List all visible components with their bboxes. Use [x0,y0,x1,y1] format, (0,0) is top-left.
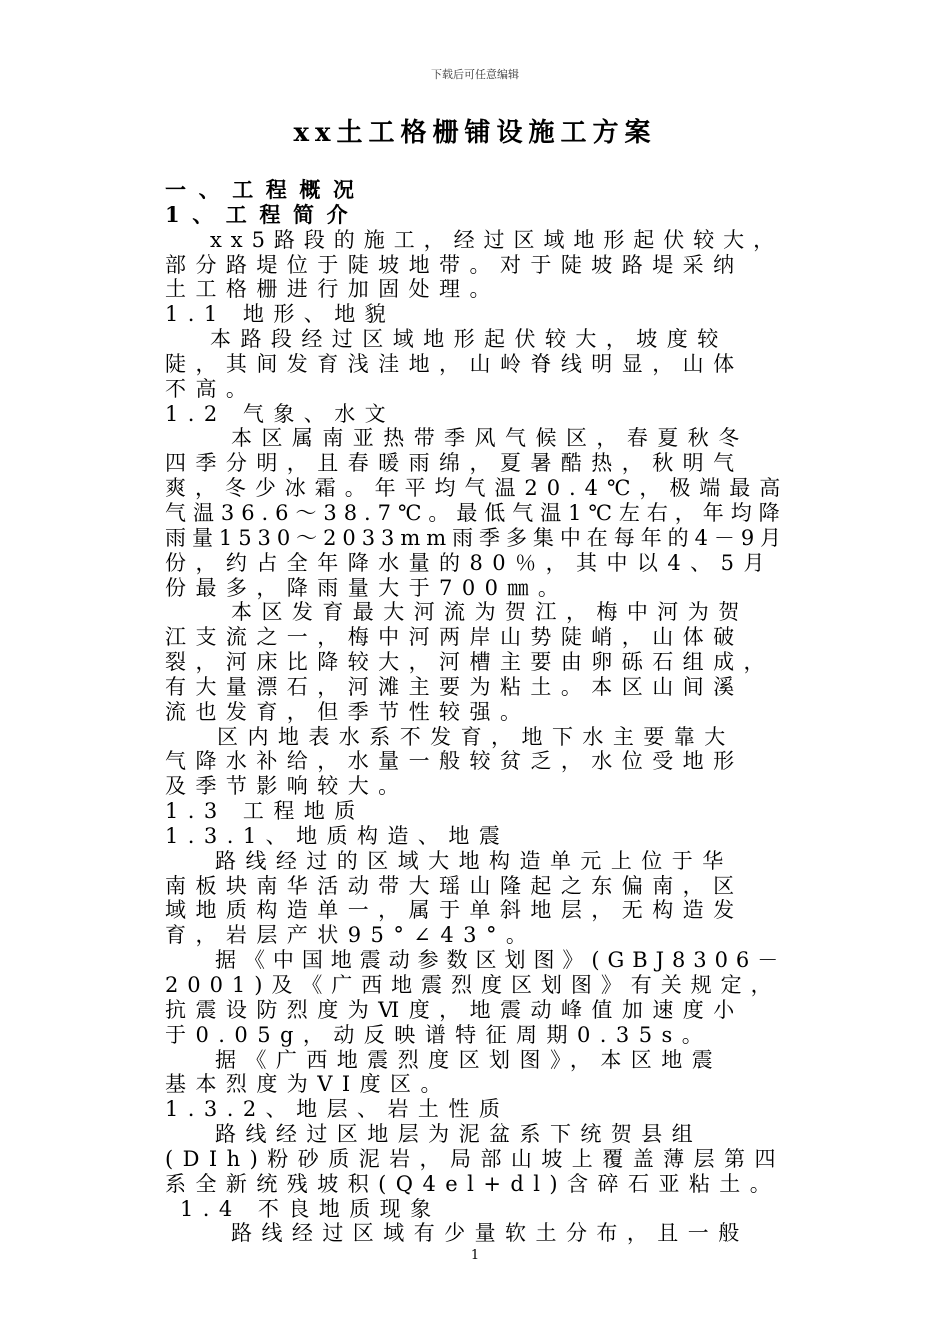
text-line: 据《中国地震动参数区划图》(GBJ8306－ [215,948,787,973]
text-line: 裂，河床比降较大，河槽主要由卵砾石组成， [165,650,774,675]
text-line: 系全新统残坡积(Q4el+dl)含碎石亚粘土。 [165,1171,781,1196]
text-line: xx5路段的施工，经过区域地形起伏较大， [210,227,784,252]
text-line: 江支流之一，梅中河两岸山势陡峭，山体破 [165,625,744,650]
text-line: 1.3.1、地质构造、地震 [165,823,510,848]
page-header-note: 下载后可任意编辑 [431,68,519,81]
text-line: 四季分明，且春暖雨绵，夏暑酷热，秋明气 [165,451,744,476]
section-heading: 1、工程简介 [165,201,361,227]
text-line: 部分路堤位于陡坡地带。对于陡坡路堤采纳 [165,252,744,277]
text-line: 陡，其间发育浅洼地，山岭脊线明显，山体 [165,351,744,376]
text-line: 不高。 [165,376,257,401]
text-line: 路线经过区地层为泥盆系下统贺县组 [215,1122,703,1147]
page-number: 1 [470,1248,480,1263]
text-line: 土工格栅进行加固处理。 [165,277,500,302]
text-line: 路线经过的区域大地构造单元上位于华 [215,848,733,873]
text-line: 流也发育，但季节性较强。 [165,699,531,724]
text-line: 份最多，降雨量大于700㎜。 [165,575,569,600]
text-line: 1.1 地形、地貌 [165,302,396,327]
text-line: 域地质构造单一，属于单斜地层，无构造发 [165,898,744,923]
text-line: 育，岩层产状95°∠43°。 [165,923,537,948]
text-line: 雨量1530～2033mm雨季多集中在每年的4－9月 [165,525,788,550]
text-line: 2001)及《广西地震烈度区划图》有关规定， [165,973,781,997]
text-line: 本区属南亚热带季风气候区，春夏秋冬 [231,426,749,451]
text-line: 抗震设防烈度为Ⅵ度，地震动峰值加速度小 [165,997,744,1022]
text-line: 南板块南华活动带大瑶山隆起之东偏南，区 [165,873,744,898]
text-line: 份，约占全年降水量的80％，其中以4、5月 [165,550,774,575]
text-line: 基本烈度为VI度区。 [165,1072,451,1097]
section-heading: 一、工程概况 [165,177,367,202]
text-line: 路线经过区域有少量软土分布，且一般 [231,1221,749,1246]
document-body [165,178,790,1246]
text-line: 气温36.6～38.7℃。最低气温1℃左右，年均降 [165,500,787,525]
text-line: 1.3 工程地质 [165,799,365,824]
text-line: 1.4 不良地质现象 [180,1196,441,1221]
text-line: 据《广西地震烈度区划图》，本区地震 [215,1047,723,1072]
text-line: 及季节影响较大。 [165,774,409,799]
text-line: 爽，冬少冰霜。年平均气温20.4℃，极端最高 [165,476,790,501]
text-line: 1.3.2、地层、岩土性质 [165,1097,510,1122]
text-line: 有大量漂石，河滩主要为粘土。本区山间溪 [165,674,744,699]
text-line: 本路段经过区域地形起伏较大，坡度较 [210,327,728,352]
document-title: xx土工格栅铺设施工方案 [293,118,657,148]
text-line: (DIh)粉砂质泥岩，局部山坡上覆盖薄层第四 [165,1146,785,1171]
text-line: 1.2 气象、水文 [165,401,396,426]
text-line: 区内地表水系不发育，地下水主要靠大 [217,724,735,749]
text-line: 本区发育最大河流为贺江，梅中河为贺 [231,600,749,625]
text-line: 于0.05g，动反映谱特征周期0.35s。 [165,1022,713,1047]
text-line: 气降水补给，水量一般较贫乏，水位受地形 [165,749,744,774]
